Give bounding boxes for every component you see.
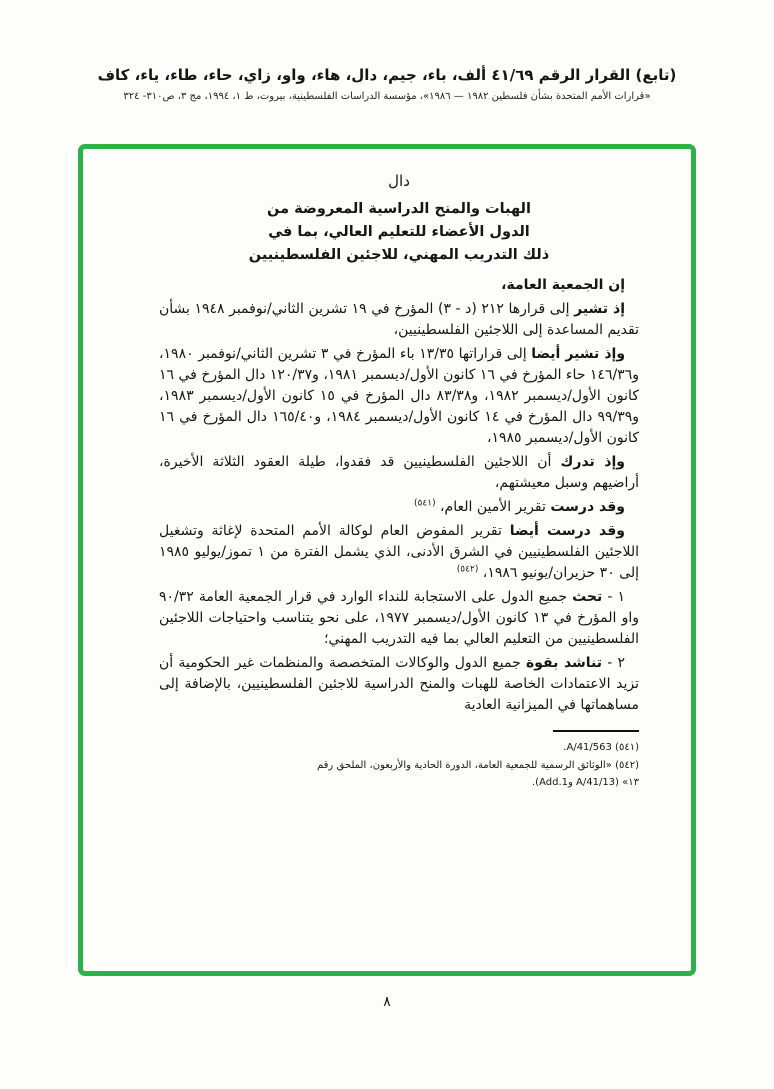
paragraph-text: أن اللاجئين الفلسطينيين قد فقدوا، طيلة العقود الثلاثة الأخيرة، أراضيهم وسبل معيشتهم، [159, 454, 639, 491]
document-title-line: ذلك التدريب المهني، للاجئين الفلسطينيين [248, 247, 550, 263]
paragraph-text: تقرير الأمين العام، [440, 499, 546, 515]
paragraph [159, 521, 639, 584]
paragraph-text: إلى قرارها ٢١٢ (د - ٣) المؤرخ في ١٩ تشرين الثاني/نوفمبر ١٩٤٨ بشأن تقديم المساعدة إلى اللاجئين الفلسطينيين، [159, 301, 639, 338]
footnote-separator [553, 730, 639, 732]
header-source: «قرارات الأمم المتحدة بشأن فلسطين ١٩٨٢ — ١٩٨٦»، مؤسسة الدراسات الفلسطينية، بيروت، ط ١، ١٩٩٤، مج ٣، ص٣١٠- ٣٢٤ [123, 91, 651, 102]
footnote-marker: (٥٤٢) [456, 564, 479, 575]
paragraph-lead: وإذ تشير أيضا [531, 346, 626, 362]
paragraph-lead: وقد درست أيضا [509, 523, 625, 539]
paragraph [159, 452, 639, 494]
paragraph-text: إلى قراراتها ١٣/٣٥ باء المؤرخ في ٣ تشرين الثاني/نوفمبر ١٩٨٠، و١٤٦/٣٦ حاء المؤرخ في ١٦ كانون الأول/ديسمبر ١٩٨١، و١٢٠/٣٧ دال المؤرخ في ١٦ كانون الأول/ديسمبر ١٩٨٢، و٨٣/٣٨ دال المؤرخ في ١٥ كانون الأول/ديسمبر ١٩٨٣، و٩٩/٣٩ دال المؤرخ في ١٤ كانون الأول/ديسمبر ١٩٨٤، و١٦٥/٤٠ دال المؤرخ في ١٦ كانون الأول/ديسمبر ١٩٨٥، [159, 346, 639, 446]
opening-line: إن الجمعية العامة، [501, 277, 625, 293]
document-title [159, 198, 639, 267]
paragraph-text: جميع الدول والوكالات المتخصصة والمنظمات غير الحكومية أن تزيد الاعتمادات الخاصة للهبات والمنح الدراسية للاجئين الفلسطينيين، بالإضافة إلى مساهماتها في الميزانية العادية [159, 655, 639, 713]
paragraph-text: جميع الدول على الاستجابة للنداء الوارد في قرار الجمعية العامة ٩٠/٣٢ واو المؤرخ في ١٣ كانون الأول/ديسمبر ١٩٧٧، على نحو يتناسب واحتياجات اللاجئين الفلسطينيين من التعليم العالي بما فيه التدريب المهني؛ [159, 589, 639, 647]
footnotes [317, 730, 639, 791]
footnote: (٥٤١) A/41/563. [563, 742, 639, 753]
paragraph-lead: تناشد بقوة [525, 655, 603, 671]
document-title-line: الهبات والمنح الدراسية المعروضة من [267, 201, 531, 217]
paragraph [159, 653, 639, 716]
paragraph [159, 587, 639, 650]
header-title: (تابع) القرار الرقم ٤١/٦٩ ألف، باء، جيم، دال، هاء، واو، زاي، حاء، طاء، ياء، كاف [97, 66, 677, 84]
paragraph-number: ٢ - [607, 655, 626, 671]
paragraph-lead: وإذ تدرك [560, 454, 625, 470]
paragraph-lead: تحث [572, 589, 603, 605]
document-title-line: الدول الأعضاء للتعليم العالي، بما في [268, 224, 530, 240]
paragraph-number: ١ - [607, 589, 625, 605]
document-header [0, 0, 774, 102]
paragraph [159, 497, 639, 518]
footnote: (٥٤٢) «الوثائق الرسمية للجمعية العامة، الدورة الحادية والأربعون، الملحق رقم ١٣» (A/41/13 وAdd.1). [317, 760, 639, 788]
paragraph [159, 344, 639, 449]
paragraph-text: تقرير المفوض العام لوكالة الأمم المتحدة لإغاثة وتشغيل اللاجئين الفلسطينيين في الشرق الأدنى، الذي يشمل الفترة من ١ تموز/يوليو ١٩٨٥ إلى ٣٠ حزيران/يونيو ١٩٨٦، [159, 523, 639, 581]
document-frame [78, 144, 696, 976]
page-number: ٨ [383, 994, 391, 1010]
section-letter: دال [388, 172, 410, 190]
paragraph [159, 299, 639, 341]
footnote-marker: (٥٤١) [414, 498, 436, 509]
paragraph-lead: وقد درست [550, 499, 625, 515]
paragraph-lead: إذ تشير [574, 301, 625, 317]
